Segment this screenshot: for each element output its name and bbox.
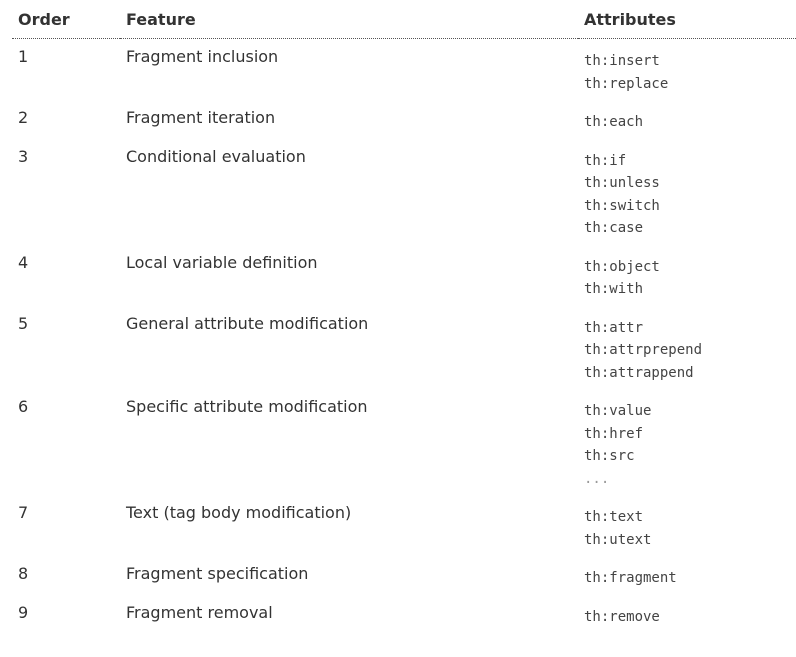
attribute-name: th:unless xyxy=(584,175,660,191)
table-row xyxy=(12,39,796,101)
order-cell: 7 xyxy=(18,503,29,522)
feature-cell: Fragment specification xyxy=(126,564,309,583)
attributes-column-header: Attributes xyxy=(578,0,796,39)
order-cell: 4 xyxy=(18,252,29,272)
attributes-cell xyxy=(578,306,796,390)
table-row xyxy=(12,100,796,139)
attribute-list xyxy=(584,604,796,631)
attribute-precedence-table xyxy=(12,0,796,633)
attributes-cell xyxy=(578,556,796,595)
attribute-list xyxy=(584,504,796,553)
attribute-list xyxy=(584,565,796,592)
order-cell: 6 xyxy=(18,397,29,416)
feature-cell: General attribute modification xyxy=(126,313,369,333)
attribute-name: th:object xyxy=(584,258,660,275)
attribute-name: th:switch xyxy=(584,197,660,214)
order-cell: 2 xyxy=(18,108,29,127)
feature-cell: Text (tag body modification) xyxy=(126,503,352,522)
attribute-ellipsis: ... xyxy=(584,470,610,487)
attributes-cell xyxy=(578,100,796,139)
attributes-cell xyxy=(578,39,796,101)
order-column-header: Order xyxy=(12,0,120,39)
attribute-list xyxy=(584,398,796,492)
attribute-name: th:attr xyxy=(584,319,644,336)
attribute-name: th:href xyxy=(584,425,644,442)
feature-cell: Specific attribute modification xyxy=(126,397,368,416)
attribute-list xyxy=(584,315,796,387)
feature-cell: Local variable definition xyxy=(126,252,318,272)
table-row xyxy=(12,595,796,634)
attribute-name: th:replace xyxy=(584,75,669,92)
attribute-name: th:value xyxy=(584,403,652,419)
attribute-name: th:case xyxy=(584,220,644,236)
table-body xyxy=(12,39,796,634)
table-row xyxy=(12,306,796,390)
order-cell: 3 xyxy=(18,146,29,166)
attribute-name: th:src xyxy=(584,448,635,464)
attributes-cell xyxy=(578,389,796,495)
table-row xyxy=(12,389,796,495)
attribute-list xyxy=(584,148,796,242)
table-row xyxy=(12,495,796,556)
attribute-name: th:if xyxy=(584,152,627,169)
order-cell: 5 xyxy=(18,313,29,333)
header-row xyxy=(12,0,796,39)
feature-cell: Fragment inclusion xyxy=(126,47,279,66)
attribute-list xyxy=(584,48,796,97)
attribute-name: th:with xyxy=(584,281,644,297)
feature-column-header: Feature xyxy=(120,0,578,39)
attribute-name: th:insert xyxy=(584,53,660,69)
table-row xyxy=(12,556,796,595)
attribute-list xyxy=(584,109,796,136)
attribute-name: th:fragment xyxy=(584,570,677,586)
attributes-cell xyxy=(578,595,796,634)
attribute-name: th:utext xyxy=(584,531,652,548)
order-cell: 1 xyxy=(18,47,29,66)
attribute-name: th:remove xyxy=(584,608,660,625)
attributes-cell xyxy=(578,245,796,306)
attribute-name: th:attrprepend xyxy=(584,342,703,358)
order-cell: 9 xyxy=(18,602,29,622)
attribute-list xyxy=(584,254,796,303)
table-row xyxy=(12,245,796,306)
attribute-name: th:attrappend xyxy=(584,364,694,381)
attribute-name: th:each xyxy=(584,114,644,130)
table-header xyxy=(12,0,796,39)
table-row xyxy=(12,139,796,245)
order-cell: 8 xyxy=(18,564,29,583)
feature-cell: Fragment iteration xyxy=(126,108,276,127)
feature-cell: Fragment removal xyxy=(126,602,273,622)
attribute-name: th:text xyxy=(584,509,644,525)
attributes-cell xyxy=(578,139,796,245)
attributes-cell xyxy=(578,495,796,556)
feature-cell: Conditional evaluation xyxy=(126,146,306,166)
